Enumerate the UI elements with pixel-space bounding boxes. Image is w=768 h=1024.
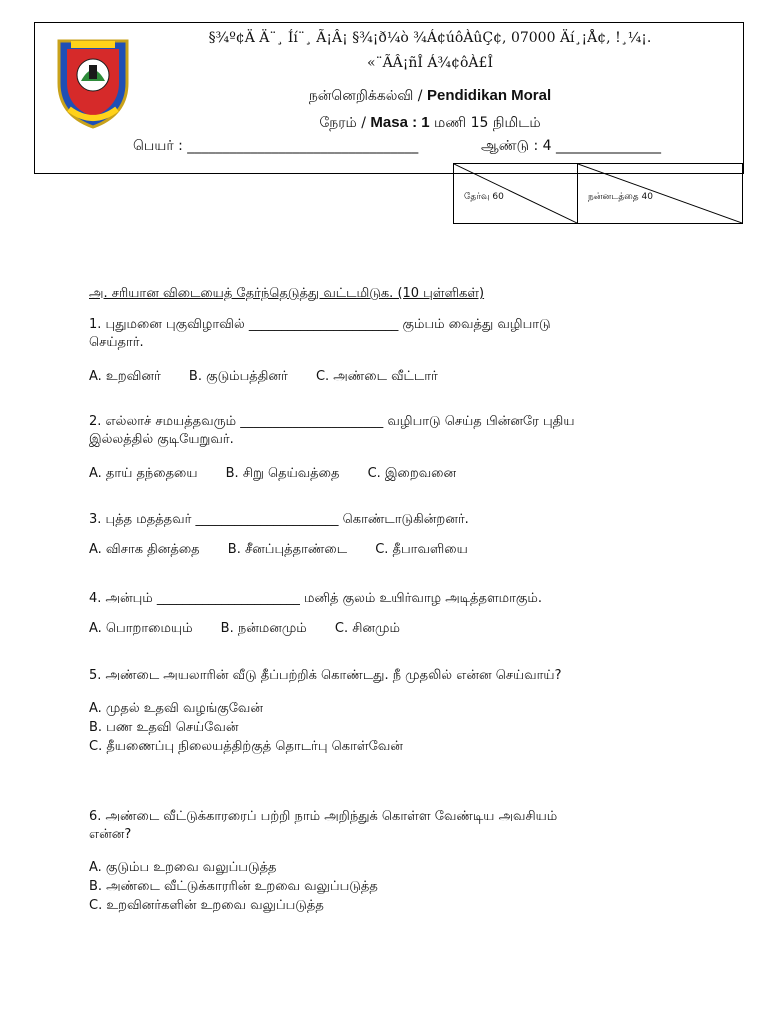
question-3: [89, 511, 689, 559]
options-row: [89, 620, 689, 638]
conduct-score-label: நன்னடத்தை 40: [588, 192, 653, 202]
question-text-cont: செய்தார்.: [89, 335, 144, 350]
conduct-score-cell[interactable]: [578, 164, 742, 223]
option-b[interactable]: B. சீனப்புத்தாண்டை: [227, 542, 348, 557]
option-b[interactable]: B. பண உதவி செய்வேன்: [89, 720, 239, 735]
question-text: 3. புத்த மதத்தவர் ______________________ கொண்டாடுகின்றனர்.: [89, 512, 469, 527]
duration-suffix: மணி 15 நிமிடம்: [429, 115, 541, 131]
duration-prefix: நேரம் /: [319, 115, 371, 131]
subject-line: [75, 87, 768, 106]
option-c[interactable]: C. சினமும்: [334, 621, 400, 636]
question-1: [89, 316, 689, 386]
option-c[interactable]: C. அண்டை வீட்டார்: [315, 369, 438, 384]
option-a[interactable]: A. விசாக தினத்தை: [89, 542, 200, 557]
school-name-line: §¾º¢Ä Ä¨¸ Íí¨¸ Ã¡Â¡ §¾¡ð¼ò ¾Á¢úôÀûÇ¢, 07000 Äí¸¡Å¢, !¸¼¡.: [208, 30, 652, 46]
duration-bold: Masa : 1: [370, 114, 430, 131]
question-6: [89, 808, 689, 915]
section-instruction: அ. சரியான விடையைத் தேர்ந்தெடுத்து வட்டமிடுக. (10 புள்ளிகள்): [89, 286, 485, 301]
option-b[interactable]: B. சிறு தெய்வத்தை: [225, 466, 340, 481]
option-b[interactable]: B. குடும்பத்தினர்: [188, 369, 288, 384]
question-5: [89, 667, 689, 756]
duration-line: [75, 114, 768, 133]
option-c[interactable]: C. தீயணைப்பு நிலையத்திற்குத் தொடர்பு கொள்வேன்: [89, 739, 403, 754]
subject-malay: Pendidikan Moral: [426, 87, 552, 104]
options-row: [89, 465, 689, 483]
question-4: [89, 590, 689, 638]
score-table: [453, 163, 743, 224]
question-text: 6. அண்டை வீட்டுக்காரரைப் பற்றி நாம் அறிந்துக் கொள்ள வேண்டிய அவசியம்: [89, 809, 558, 824]
options-row: [89, 368, 689, 386]
options-list: [89, 858, 689, 915]
option-c[interactable]: C. உறவினர்களின் உறவை வலுப்படுத்த: [89, 898, 324, 913]
exam-score-label: தேர்வு 60: [464, 192, 504, 202]
question-2: [89, 413, 689, 483]
question-text: 5. அண்டை அயலாரின் வீடு தீப்பற்றிக் கொண்டது. நீ முதலில் என்ன செய்வாய்?: [89, 668, 562, 683]
exam-header-box: [34, 22, 744, 174]
option-b[interactable]: B. அண்டை வீட்டுக்காரரின் உறவை வலுப்படுத்த: [89, 879, 378, 894]
options-row: [89, 541, 689, 559]
option-a[interactable]: A. உறவினர்: [89, 369, 161, 384]
question-text-cont: என்ன?: [89, 827, 132, 842]
question-text-cont: இல்லத்தில் குடியேறுவர்.: [89, 432, 234, 447]
option-a[interactable]: A. தாய் தந்தையை: [89, 466, 198, 481]
option-a[interactable]: A. குடும்ப உறவை வலுப்படுத்த: [89, 860, 277, 875]
subject-tamil: நன்னெறிக்கல்வி /: [308, 88, 427, 104]
question-text: 4. அன்பும் ______________________ மனித் குலம் உயிர்வாழ அடித்தளமாகும்.: [89, 591, 543, 606]
question-text: 1. புதுமனை புகுவிழாவில் _______________________ கும்பம் வைத்து வழிபாடு: [89, 317, 551, 332]
option-c[interactable]: C. இறைவனை: [367, 466, 457, 481]
name-field[interactable]: பெயர் : _________________________________: [133, 138, 419, 154]
year-field[interactable]: ஆண்டு : 4 _______________: [481, 138, 661, 154]
option-b[interactable]: B. நன்மனமும்: [220, 621, 307, 636]
option-c[interactable]: C. தீபாவளியை: [375, 542, 468, 557]
exam-title-line: «¨ÃÂ¡ñÎ Á¾¢ôÀ£Î: [367, 55, 493, 71]
option-a[interactable]: A. பொறாமையும்: [89, 621, 193, 636]
options-list: [89, 699, 689, 756]
exam-score-cell[interactable]: [454, 164, 578, 223]
question-text: 2. எல்லாச் சமயத்தவரும் ______________________ வழிபாடு செய்த பின்னரே புதிய: [89, 414, 575, 429]
option-a[interactable]: A. முதல் உதவி வழங்குவேன்: [89, 701, 263, 716]
